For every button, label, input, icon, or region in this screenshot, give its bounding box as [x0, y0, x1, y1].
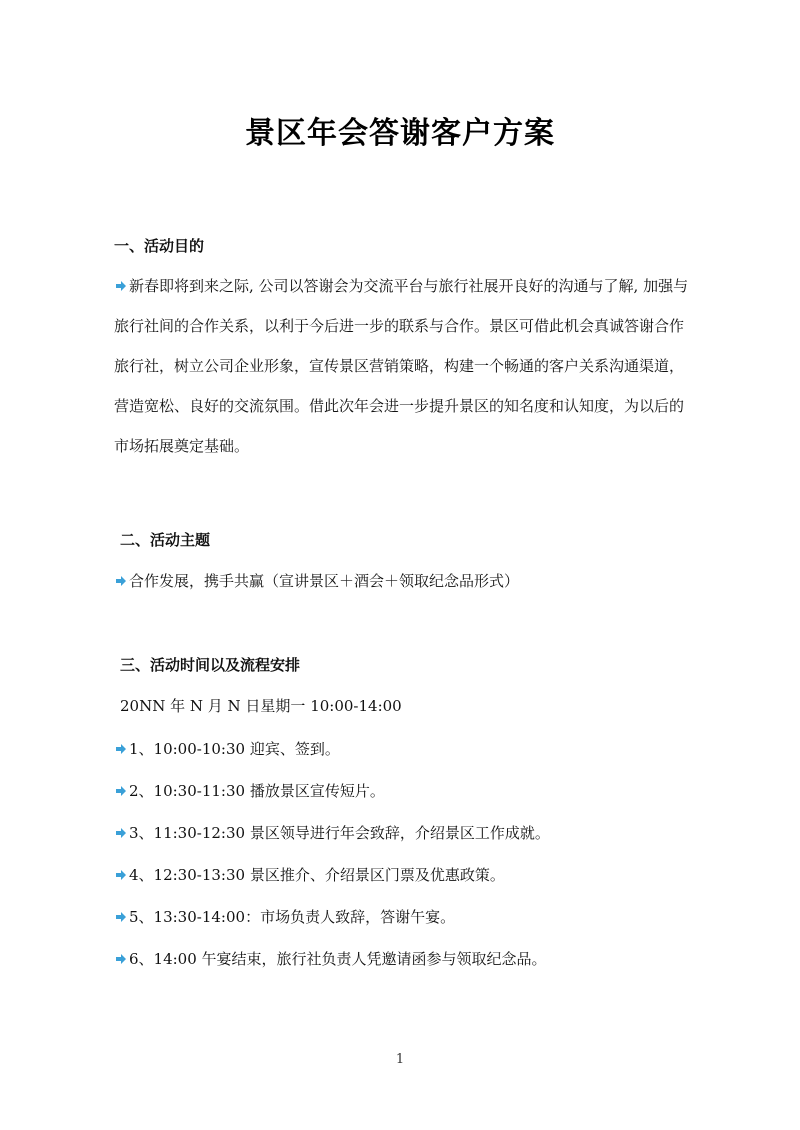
- arrow-right-icon: [114, 574, 128, 588]
- purpose-text: 新春即将到来之际, 公司以答谢会为交流平台与旅行社展开良好的沟通与了解, 加强与旅行社间的合作关系，以利于今后进一步的联系与合作。景区可借此机会真诚答谢合作旅行社，树立公司企业形象，宣传景区营销策略，构建一个畅通的客户关系沟通渠道，营造宽松、良好的交流氛围。借此次年会进一步提升景区的知名度和认知度，为以后的市场拓展奠定基础。: [114, 277, 689, 455]
- schedule-item-text: 6、14:00 午宴结束，旅行社负责人凭邀请函参与领取纪念品。: [129, 950, 547, 968]
- section-heading-schedule: 三、活动时间以及流程安排: [120, 656, 301, 674]
- schedule-item: [114, 864, 505, 885]
- schedule-item-text: 2、10:30-11:30 播放景区宣传短片。: [129, 782, 385, 800]
- arrow-right-icon: [114, 868, 128, 882]
- schedule-item: [114, 780, 385, 801]
- theme-text: 合作发展，携手共赢（宣讲景区＋酒会＋领取纪念品形式）: [129, 572, 520, 590]
- schedule-item: [114, 948, 547, 969]
- arrow-right-icon: [114, 268, 128, 282]
- page-number: 1: [395, 1052, 405, 1067]
- schedule-date-line: 20NN 年 N 月 N 日星期一 10:00-14:00: [120, 697, 402, 715]
- arrow-right-icon: [114, 742, 128, 756]
- document-title: 景区年会答谢客户方案: [245, 116, 555, 151]
- arrow-right-icon: [114, 952, 128, 966]
- section-heading-theme: 二、活动主题: [120, 531, 211, 549]
- arrow-right-icon: [114, 784, 128, 798]
- schedule-item-text: 4、12:30-13:30 景区推介、介绍景区门票及优惠政策。: [129, 866, 505, 884]
- arrow-right-icon: [114, 910, 128, 924]
- schedule-item-text: 1、10:00-10:30 迎宾、签到。: [129, 740, 340, 758]
- schedule-item-text: 3、11:30-12:30 景区领导进行年会致辞，介绍景区工作成就。: [129, 824, 550, 842]
- arrow-right-icon: [114, 826, 128, 840]
- section-heading-purpose: 一、活动目的: [114, 237, 205, 255]
- schedule-item-text: 5、13:30-14:00：市场负责人致辞，答谢午宴。: [129, 908, 456, 926]
- schedule-item: [114, 906, 455, 927]
- theme-line: [114, 570, 519, 591]
- schedule-item: [114, 738, 340, 759]
- schedule-item: [114, 822, 550, 843]
- purpose-paragraph: [114, 266, 694, 466]
